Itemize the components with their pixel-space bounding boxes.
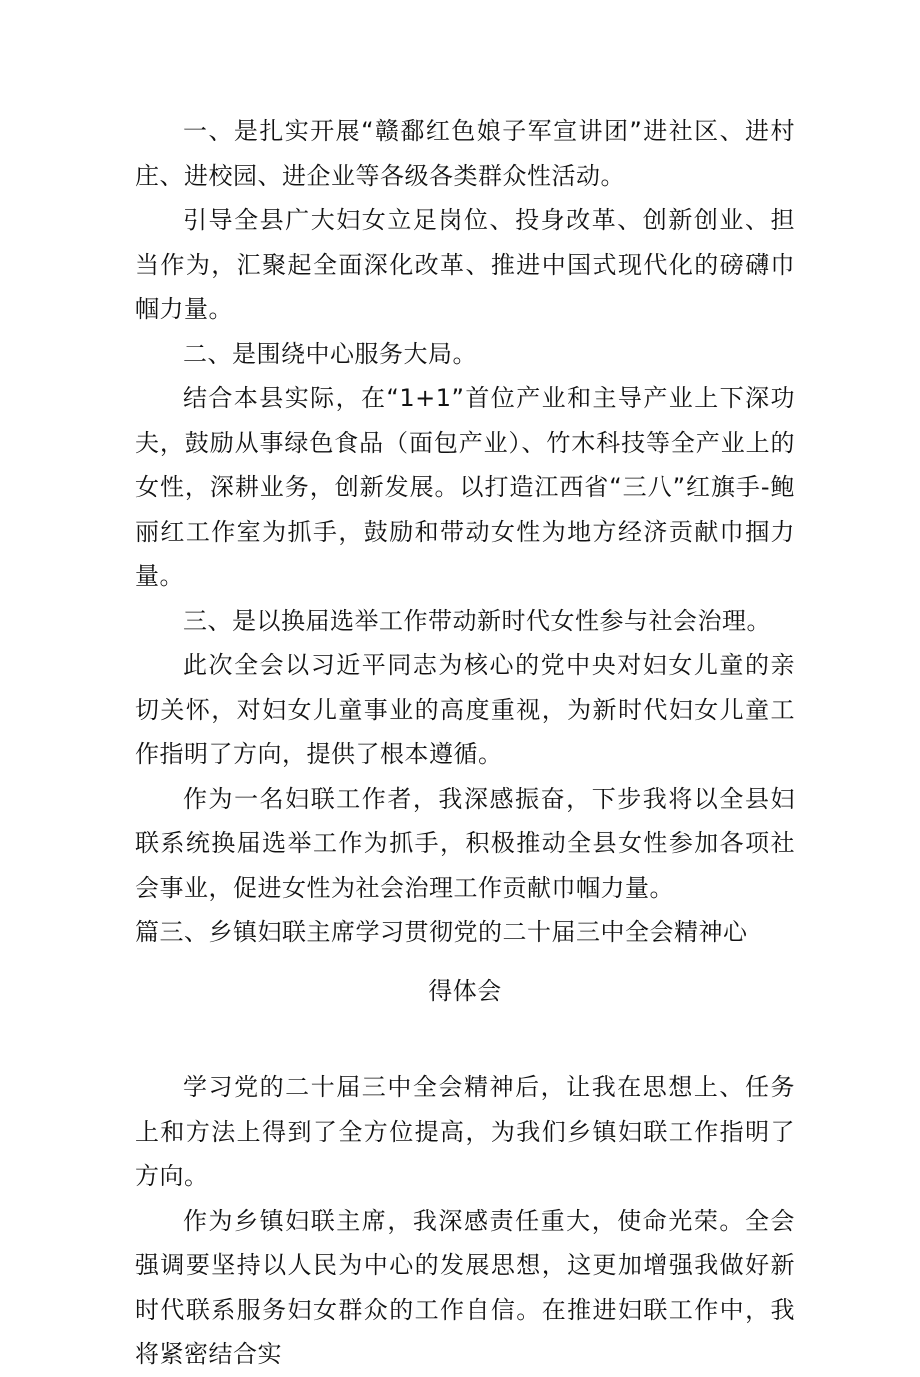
paragraph-4: 结合本县实际，在“1+1”首位产业和主导产业上下深功夫，鼓励从事绿色食品（面包产业）、竹木科技等全产业上的女性，深耕业务，创新发展。以打造江西省“三八”红旗手-鲍丽红工作室为抓手，鼓励和带动女性为地方经济贡献巾掴力量。 xyxy=(135,384,795,590)
paragraph-1: 一、是扎实开展“赣鄱红色娘子军宣讲团”进社区、进村庄、进校园、进企业等各级各类群众性活动。 xyxy=(135,117,795,190)
paragraph-6: 此次全会以习近平同志为核心的党中央对妇女儿童的亲切关怀，对妇女儿童事业的高度重视，为新时代妇女儿童工作指明了方向，提供了根本遵循。 xyxy=(135,651,795,768)
section-title-line-2: 得体会 xyxy=(428,976,502,1005)
section-title-line-1: 篇三、乡镇妇联主席学习贯彻党的二十届三中全会精神心 xyxy=(135,918,748,946)
paragraph-5: 三、是以换届选举工作带动新时代女性参与社会治理。 xyxy=(183,606,771,635)
paragraph-8: 学习党的二十届三中全会精神后，让我在思想上、任务上和方法上得到了全方位提高，为我们乡镇妇联工作指明了方向。 xyxy=(135,1073,795,1190)
paragraph-2: 引导全县广大妇女立足岗位、投身改革、创新创业、担当作为，汇聚起全面深化改革、推进中国式现代化的磅礴巾帼力量。 xyxy=(135,206,795,323)
paragraph-3: 二、是围绕中心服务大局。 xyxy=(183,339,477,368)
paragraph-7: 作为一名妇联工作者，我深感振奋，下步我将以全县妇联系统换届选举工作为抓手，积极推动全县女性参加各项社会事业，促进女性为社会治理工作贡献巾帼力量。 xyxy=(135,784,795,902)
paragraph-9: 作为乡镇妇联主席，我深感责任重大，使命光荣。全会强调要坚持以人民为中心的发展思想，这更加增强我做好新时代联系服务妇女群众的工作自信。在推进妇联工作中，我将紧密结合实 xyxy=(135,1206,795,1368)
spacer xyxy=(135,1013,795,1065)
document-body xyxy=(135,109,795,1377)
